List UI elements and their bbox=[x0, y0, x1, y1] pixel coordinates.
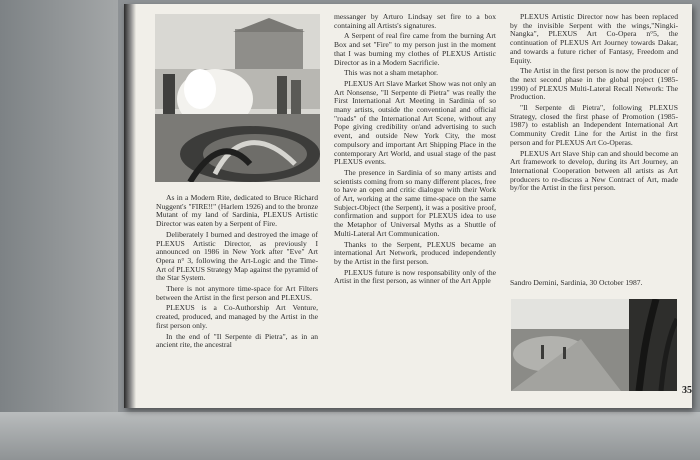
column-2-paragraph: PLEXUS Art Slave Market Show was not only an Art Nonsense, "Il Serpente di Pietra" was really the First International Art Meeting in Sardinia of so many artists, outside the conventional and official "roads" of the International Art Scene, without any Pope giving credibility or/and advertising to such event, and outside New York City, the most compulsory and important Art Shipping Place in the contemporary Art World, and usual stage of the past PLEXUS events. bbox=[334, 78, 496, 167]
column-2-paragraph: A Serpent of real fire came from the burning Art Box and set "Fire" to my person just in the moment that I was burning my clothes of PLEXUS Artistic Director as in a Modern Sacrificie. bbox=[334, 31, 496, 67]
column-2-paragraph: The presence in Sardinia of so many artists and scientists coming from so many different places, free to have an open and critic dialogue with their Work of Art, working at the same time-space on the same Subject-Object (the Serpent), it was a positive proof, confirmation and support for PLEXUS idea to use the Metaphor of Universal Myths as a Shuttle of Multi-Lateral Art Communication. bbox=[334, 167, 496, 238]
author-signature-line: Sandro Dernini, Sardinia, 30 October 1987. bbox=[510, 278, 643, 287]
column-1-paragraph: PLEXUS is a Co-Authorship Art Venture, created, produced, and managed by the Artist in the first person only. bbox=[156, 303, 318, 330]
book-gutter bbox=[124, 4, 136, 408]
photo-landscape bbox=[511, 299, 677, 391]
column-1-paragraph: As in a Modern Rite, dedicated to Bruce Richard Nuggent's "FIRE!!" (Harlem 1926) and to the bronze Mutant of my land of Sardinia, PLEXUS Artistic Director was eaten by a Serpent of Fire. bbox=[156, 193, 318, 229]
column-3-paragraph: The Artist in the first person is now the producer of the next second phase in the global project (1985-1990) of PLEXUS Multi-Lateral Recall Network: The Production. bbox=[510, 66, 678, 102]
photo-landscape-image bbox=[511, 299, 677, 391]
text-column-3 bbox=[510, 13, 678, 195]
column-1-paragraph: There is not anymore time-space for Art Filters between the Artist in the first person and PLEXUS. bbox=[156, 284, 318, 302]
text-column-1 bbox=[156, 194, 318, 352]
column-3-paragraph: PLEXUS Artistic Director now has been replaced by the invisible Serpent with the wings,"Ningki-Nangka", PLEXUS Art Co-Opera n°5, the continuation of PLEXUS Art Journey towards Dakar, and towards a future richer of Fantasy, Freedom and Equity. bbox=[510, 12, 678, 65]
photo-ritual-fire bbox=[155, 14, 320, 182]
photo-ritual-fire-image bbox=[155, 14, 320, 182]
column-1-paragraph: In the end of "Il Serpente di Pietra", as in an ancient rite, the ancestral bbox=[156, 331, 318, 350]
column-3-paragraph: "Il Serpente di Pietra", following PLEXUS Strategy, closed the first phase of Promotion (1985-1987) to establish an Independent International Art Community Credit Line for the Artist in the first person and for PLEXUS Art Co-Operas. bbox=[510, 103, 678, 147]
column-3-paragraph: PLEXUS Art Slave Ship can and should become an Art framework to develop, during its Art Journey, an International Cooperation between all artists as Art producers to re-discuss a New Contract of Art, made by/for the Artist in the first person. bbox=[510, 148, 678, 193]
column-1-paragraph: Deliberately I burned and destroyed the image of PLEXUS Artistic Director, as previously I announced on 1986 in New York after "Eve" Art Opera n° 3, following the Art-Logic and the Time-Art of PLEXUS Strategy Map against the pyramid of the Star System. bbox=[156, 229, 318, 283]
column-2-paragraph: messanger by Arturo Lindsay set fire to a box containing all Artists's signatures. bbox=[334, 12, 496, 30]
background-surface-bottom bbox=[0, 412, 700, 460]
column-2-paragraph: This was not a sham metaphor. bbox=[344, 68, 439, 78]
page-number: 35 bbox=[682, 385, 692, 396]
column-2-paragraph: PLEXUS future is now responsability only of the Artist in the first person, as winner of the Art Apple bbox=[334, 267, 496, 286]
text-column-2 bbox=[334, 13, 496, 288]
background-surface-left bbox=[0, 0, 118, 460]
column-2-paragraph: Thanks to the Serpent, PLEXUS became an international Art Network, produced independently by the Artist in the first person. bbox=[334, 239, 496, 266]
